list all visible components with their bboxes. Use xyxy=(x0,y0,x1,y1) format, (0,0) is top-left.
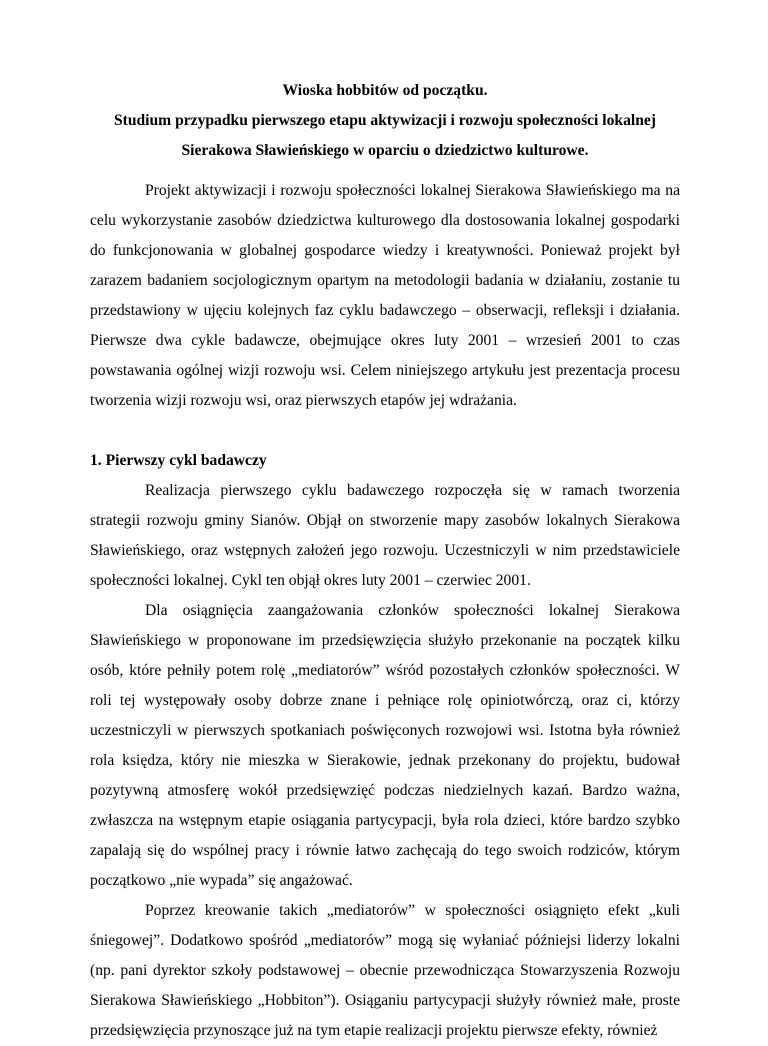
body-paragraph: Realizacja pierwszego cyklu badawczego rozpoczęła się w ramach tworzenia strategii rozwoju gminy Sianów. Objął on stworzenie mapy zasobów lokalnych Sierakowa Sławieńskiego, oraz wstępnych założeń jego rozwoju. Uczestniczyli w nim przedstawiciele społeczności lokalnej. Cykl ten objął okres luty 2001 – czerwiec 2001. xyxy=(90,482,680,589)
body-paragraph: Poprzez kreowanie takich „mediatorów” w społeczności osiągnięto efekt „kuli śniegowej”. Dodatkowo spośród „mediatorów” mogą się wyłaniać późniejsi liderzy lokalni (np. pani dyrektor szkoły podstawowej – obecnie przewodnicząca Stowarzyszenia Rozwoju Sierakowa Sławieńskiego „Hobbiton”). Osiąganiu partycypacji służyły również małe, proste przedsięwzięcia przynoszące już na tym etapie realizacji projektu pierwsze efekty, również xyxy=(90,902,680,1039)
title-line-2: Studium przypadku pierwszego etapu aktywizacji i rozwoju społeczności lokalnej xyxy=(113,112,657,129)
title-line-3: Sierakowa Sławieńskiego w oparciu o dziedzictwo kulturowe. xyxy=(181,142,589,159)
intro-paragraph: Projekt aktywizacji i rozwoju społeczności lokalnej Sierakowa Sławieńskiego ma na celu wykorzystanie zasobów dziedzictwa kulturowego dla dostosowania lokalnej gospodarki do funkcjonowania w globalnej gospodarce wiedzy i kreatywności. Ponieważ projekt był zarazem badaniem socjologicznym opartym na metodologii badania w działaniu, zostanie tu przedstawiony w ujęciu kolejnych faz cyklu badawczego – obserwacji, refleksji i działania. Pierwsze dwa cykle badawcze, obejmujące okres luty 2001 – wrzesień 2001 to czas powstawania ogólnej wizji rozwoju wsi. Celem niniejszego artykułu jest prezentacja procesu tworzenia wizji rozwoju wsi, oraz pierwszych etapów jej wdrażania. xyxy=(90,182,680,409)
section-heading: 1. Pierwszy cykl badawczy xyxy=(90,452,267,469)
document-page xyxy=(90,76,680,1046)
document-title xyxy=(90,76,680,166)
body-paragraph: Dla osiągnięcia zaangażowania członków społeczności lokalnej Sierakowa Sławieńskiego w proponowane im przedsięwzięcia służyło przekonanie na początek kilku osób, które pełniły potem rolę „mediatorów” wśród pozostałych członków społeczności. W roli tej występowały osoby dobrze znane i pełniące rolę opiniotwórczą, oraz ci, którzy uczestniczyli w pierwszych spotkaniach poświęconych rozwojowi wsi. Istotna była również rola księdza, który nie mieszka w Sierakowie, jednak przekonany do projektu, budował pozytywną atmosferę wokół przedsięwzięć podczas niedzielnych kazań. Bardzo ważna, zwłaszcza na wstępnym etapie osiągania partycypacji, była rola dzieci, które bardzo szybko zapalają się do wspólnej pracy i równie łatwo zachęcają do tego swoich rodziców, którym początkowo „nie wypada” się angażować. xyxy=(90,602,680,889)
title-line-1: Wioska hobbitów od początku. xyxy=(282,82,488,99)
